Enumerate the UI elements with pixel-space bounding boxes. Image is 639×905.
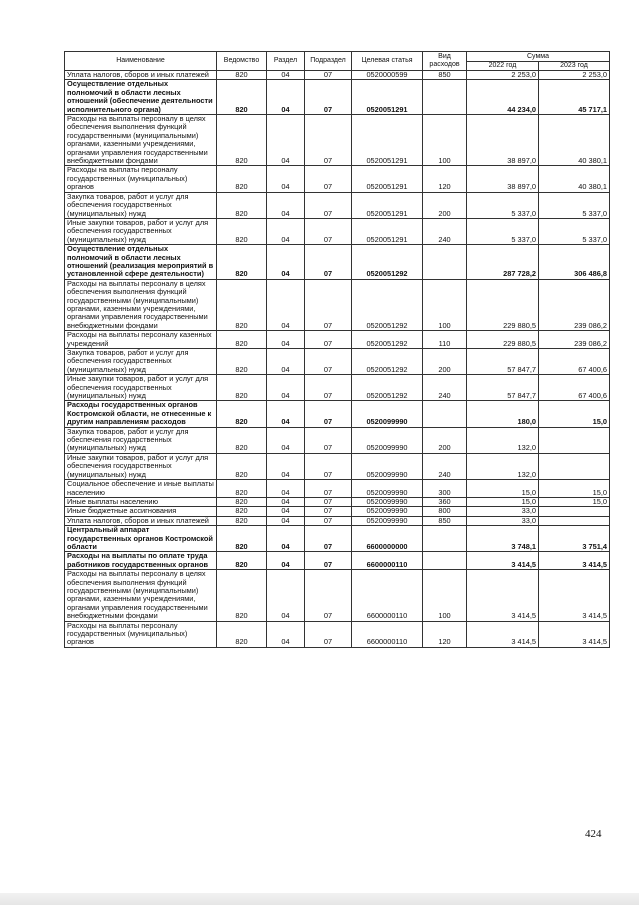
cell-name: Расходы государственных органов Костромской области, не отнесенные к другим направлениям расходов xyxy=(65,401,217,427)
cell-expense-type: 850 xyxy=(423,516,467,525)
cell-sum-2023: 67 400,6 xyxy=(539,349,610,375)
cell-sum-2023: 15,0 xyxy=(539,480,610,498)
table-row xyxy=(65,375,610,401)
cell-section: 04 xyxy=(267,516,305,525)
cell-sum-2023: 40 380,1 xyxy=(539,166,610,192)
cell-dept: 820 xyxy=(217,480,267,498)
cell-name: Центральный аппарат государственных органов Костромской области xyxy=(65,526,217,552)
cell-dept: 820 xyxy=(217,192,267,218)
cell-target: 0520099990 xyxy=(352,401,423,427)
cell-sum-2023 xyxy=(539,516,610,525)
cell-target: 6600000110 xyxy=(352,552,423,570)
cell-expense-type xyxy=(423,526,467,552)
cell-expense-type: 100 xyxy=(423,279,467,330)
table-row xyxy=(65,331,610,349)
cell-target: 0520099990 xyxy=(352,427,423,453)
cell-section: 04 xyxy=(267,192,305,218)
table-row xyxy=(65,245,610,280)
cell-target: 0520051292 xyxy=(352,279,423,330)
cell-subsection: 07 xyxy=(305,453,352,479)
cell-dept: 820 xyxy=(217,115,267,166)
cell-target: 0520051291 xyxy=(352,166,423,192)
cell-sum-2023: 5 337,0 xyxy=(539,192,610,218)
cell-dept: 820 xyxy=(217,427,267,453)
cell-dept: 820 xyxy=(217,349,267,375)
cell-target: 0520051291 xyxy=(352,218,423,244)
cell-section: 04 xyxy=(267,166,305,192)
cell-subsection: 07 xyxy=(305,497,352,506)
cell-sum-2023: 5 337,0 xyxy=(539,218,610,244)
cell-sum-2023: 2 253,0 xyxy=(539,71,610,80)
cell-target: 0520000599 xyxy=(352,71,423,80)
cell-expense-type: 360 xyxy=(423,497,467,506)
cell-subsection: 07 xyxy=(305,507,352,516)
header-target: Целевая статья xyxy=(352,52,423,71)
table-row xyxy=(65,115,610,166)
cell-subsection: 07 xyxy=(305,349,352,375)
cell-sum-2022: 229 880,5 xyxy=(467,279,539,330)
table-row xyxy=(65,401,610,427)
cell-sum-2023: 306 486,8 xyxy=(539,245,610,280)
cell-dept: 820 xyxy=(217,453,267,479)
cell-expense-type: 200 xyxy=(423,349,467,375)
cell-subsection: 07 xyxy=(305,279,352,330)
cell-sum-2023 xyxy=(539,507,610,516)
cell-name: Расходы на выплаты персоналу в целях обеспечения выполнения функций государственными (муниципальными) органами, казенными учреждениями, органами управления государственными внебюджетными фондами xyxy=(65,570,217,621)
cell-section: 04 xyxy=(267,480,305,498)
cell-target: 0520099990 xyxy=(352,516,423,525)
header-sum: Сумма xyxy=(467,52,610,62)
cell-dept: 820 xyxy=(217,331,267,349)
cell-subsection: 07 xyxy=(305,621,352,647)
cell-name: Осуществление отдельных полномочий в области лесных отношений (реализация мероприятий в установленной сфере деятельности) xyxy=(65,245,217,280)
cell-section: 04 xyxy=(267,570,305,621)
table-row xyxy=(65,218,610,244)
cell-dept: 820 xyxy=(217,516,267,525)
header-section: Раздел xyxy=(267,52,305,71)
cell-target: 0520051292 xyxy=(352,375,423,401)
cell-dept: 820 xyxy=(217,497,267,506)
cell-expense-type: 200 xyxy=(423,192,467,218)
cell-dept: 820 xyxy=(217,570,267,621)
cell-section: 04 xyxy=(267,80,305,115)
cell-sum-2023: 15,0 xyxy=(539,401,610,427)
cell-sum-2022: 3 414,5 xyxy=(467,552,539,570)
cell-sum-2023: 3 414,5 xyxy=(539,552,610,570)
table-row xyxy=(65,480,610,498)
cell-target: 6600000000 xyxy=(352,526,423,552)
cell-sum-2022: 3 748,1 xyxy=(467,526,539,552)
cell-target: 0520051291 xyxy=(352,115,423,166)
cell-sum-2023: 239 086,2 xyxy=(539,331,610,349)
cell-subsection: 07 xyxy=(305,71,352,80)
cell-section: 04 xyxy=(267,453,305,479)
cell-sum-2022: 15,0 xyxy=(467,480,539,498)
cell-name: Закупка товаров, работ и услуг для обеспечения государственных (муниципальных) нужд xyxy=(65,349,217,375)
cell-section: 04 xyxy=(267,526,305,552)
cell-sum-2023: 40 380,1 xyxy=(539,115,610,166)
cell-subsection: 07 xyxy=(305,516,352,525)
cell-expense-type: 850 xyxy=(423,71,467,80)
table-row xyxy=(65,71,610,80)
cell-sum-2022: 229 880,5 xyxy=(467,331,539,349)
table-row xyxy=(65,427,610,453)
table-row xyxy=(65,570,610,621)
table-row xyxy=(65,507,610,516)
cell-subsection: 07 xyxy=(305,80,352,115)
cell-section: 04 xyxy=(267,552,305,570)
cell-target: 0520099990 xyxy=(352,480,423,498)
cell-section: 04 xyxy=(267,245,305,280)
cell-dept: 820 xyxy=(217,526,267,552)
cell-section: 04 xyxy=(267,621,305,647)
cell-name: Расходы на выплаты персоналу казенных учреждений xyxy=(65,331,217,349)
cell-section: 04 xyxy=(267,427,305,453)
cell-target: 0520051292 xyxy=(352,331,423,349)
budget-table xyxy=(64,51,610,648)
cell-expense-type: 100 xyxy=(423,115,467,166)
cell-target: 0520051291 xyxy=(352,80,423,115)
header-year-2022: 2022 год xyxy=(467,62,539,71)
cell-subsection: 07 xyxy=(305,552,352,570)
cell-section: 04 xyxy=(267,507,305,516)
table-row xyxy=(65,192,610,218)
scan-bottom-edge xyxy=(0,893,639,905)
cell-sum-2022: 3 414,5 xyxy=(467,570,539,621)
cell-name: Иные закупки товаров, работ и услуг для обеспечения государственных (муниципальных) нужд xyxy=(65,218,217,244)
cell-name: Расходы на выплаты персоналу в целях обеспечения выполнения функций государственными (муниципальными) органами, казенными учреждениями, органами управления государственными внебюджетными фондами xyxy=(65,115,217,166)
cell-sum-2022: 33,0 xyxy=(467,516,539,525)
table-row xyxy=(65,453,610,479)
cell-name: Уплата налогов, сборов и иных платежей xyxy=(65,516,217,525)
cell-dept: 820 xyxy=(217,166,267,192)
cell-expense-type: 240 xyxy=(423,218,467,244)
cell-section: 04 xyxy=(267,218,305,244)
cell-sum-2022: 57 847,7 xyxy=(467,375,539,401)
cell-subsection: 07 xyxy=(305,570,352,621)
cell-sum-2022: 38 897,0 xyxy=(467,166,539,192)
cell-target: 6600000110 xyxy=(352,570,423,621)
cell-subsection: 07 xyxy=(305,427,352,453)
cell-sum-2023: 3 414,5 xyxy=(539,621,610,647)
cell-section: 04 xyxy=(267,115,305,166)
cell-section: 04 xyxy=(267,375,305,401)
cell-sum-2023: 45 717,1 xyxy=(539,80,610,115)
cell-name: Расходы на выплаты персоналу государственных (муниципальных) органов xyxy=(65,621,217,647)
cell-section: 04 xyxy=(267,497,305,506)
cell-sum-2023: 3 751,4 xyxy=(539,526,610,552)
cell-section: 04 xyxy=(267,349,305,375)
cell-target: 0520099990 xyxy=(352,507,423,516)
page-number: 424 xyxy=(585,828,602,840)
table-row xyxy=(65,166,610,192)
cell-sum-2023: 3 414,5 xyxy=(539,570,610,621)
cell-name: Расходы на выплаты по оплате труда работников государственных органов xyxy=(65,552,217,570)
cell-dept: 820 xyxy=(217,552,267,570)
cell-subsection: 07 xyxy=(305,331,352,349)
cell-section: 04 xyxy=(267,401,305,427)
cell-sum-2022: 2 253,0 xyxy=(467,71,539,80)
cell-sum-2022: 5 337,0 xyxy=(467,218,539,244)
cell-expense-type xyxy=(423,245,467,280)
cell-subsection: 07 xyxy=(305,218,352,244)
cell-section: 04 xyxy=(267,279,305,330)
cell-section: 04 xyxy=(267,71,305,80)
cell-name: Иные бюджетные ассигнования xyxy=(65,507,217,516)
cell-expense-type: 300 xyxy=(423,480,467,498)
cell-name: Расходы на выплаты персоналу в целях обеспечения выполнения функций государственными (муниципальными) органами, казенными учреждениями, органами управления государственными внебюджетными фондами xyxy=(65,279,217,330)
header-expense-type: Вид расходов xyxy=(423,52,467,71)
cell-dept: 820 xyxy=(217,621,267,647)
cell-subsection: 07 xyxy=(305,245,352,280)
cell-dept: 820 xyxy=(217,507,267,516)
cell-subsection: 07 xyxy=(305,115,352,166)
cell-sum-2023: 15,0 xyxy=(539,497,610,506)
cell-name: Уплата налогов, сборов и иных платежей xyxy=(65,71,217,80)
cell-sum-2023 xyxy=(539,427,610,453)
cell-target: 0520051291 xyxy=(352,192,423,218)
cell-dept: 820 xyxy=(217,71,267,80)
cell-sum-2022: 15,0 xyxy=(467,497,539,506)
cell-target: 0520051292 xyxy=(352,245,423,280)
cell-name: Социальное обеспечение и иные выплаты населению xyxy=(65,480,217,498)
cell-sum-2022: 180,0 xyxy=(467,401,539,427)
cell-sum-2022: 132,0 xyxy=(467,453,539,479)
cell-dept: 820 xyxy=(217,401,267,427)
cell-name: Закупка товаров, работ и услуг для обеспечения государственных (муниципальных) нужд xyxy=(65,427,217,453)
cell-section: 04 xyxy=(267,331,305,349)
cell-sum-2022: 287 728,2 xyxy=(467,245,539,280)
cell-subsection: 07 xyxy=(305,166,352,192)
cell-expense-type: 120 xyxy=(423,166,467,192)
cell-sum-2023: 239 086,2 xyxy=(539,279,610,330)
header-dept: Ведомство xyxy=(217,52,267,71)
cell-name: Осуществление отдельных полномочий в области лесных отношений (обеспечение деятельности исполнительного органа) xyxy=(65,80,217,115)
cell-name: Иные выплаты населению xyxy=(65,497,217,506)
cell-subsection: 07 xyxy=(305,526,352,552)
cell-expense-type: 800 xyxy=(423,507,467,516)
cell-target: 6600000110 xyxy=(352,621,423,647)
table-row xyxy=(65,349,610,375)
cell-expense-type: 240 xyxy=(423,375,467,401)
cell-sum-2023 xyxy=(539,453,610,479)
table-body xyxy=(65,71,610,648)
cell-sum-2022: 33,0 xyxy=(467,507,539,516)
header-year-2023: 2023 год xyxy=(539,62,610,71)
cell-name: Иные закупки товаров, работ и услуг для обеспечения государственных (муниципальных) нужд xyxy=(65,453,217,479)
cell-name: Закупка товаров, работ и услуг для обеспечения государственных (муниципальных) нужд xyxy=(65,192,217,218)
cell-dept: 820 xyxy=(217,245,267,280)
cell-expense-type: 200 xyxy=(423,427,467,453)
cell-sum-2023: 67 400,6 xyxy=(539,375,610,401)
cell-sum-2022: 5 337,0 xyxy=(467,192,539,218)
cell-expense-type: 100 xyxy=(423,570,467,621)
cell-subsection: 07 xyxy=(305,375,352,401)
cell-sum-2022: 57 847,7 xyxy=(467,349,539,375)
header-name: Наименование xyxy=(65,52,217,71)
cell-name: Иные закупки товаров, работ и услуг для обеспечения государственных (муниципальных) нужд xyxy=(65,375,217,401)
cell-target: 0520099990 xyxy=(352,453,423,479)
cell-expense-type: 110 xyxy=(423,331,467,349)
cell-sum-2022: 44 234,0 xyxy=(467,80,539,115)
cell-dept: 820 xyxy=(217,375,267,401)
table-row xyxy=(65,526,610,552)
cell-target: 0520099990 xyxy=(352,497,423,506)
cell-subsection: 07 xyxy=(305,401,352,427)
cell-expense-type xyxy=(423,552,467,570)
table-row xyxy=(65,621,610,647)
header-subsection: Подраздел xyxy=(305,52,352,71)
cell-sum-2022: 3 414,5 xyxy=(467,621,539,647)
table-row xyxy=(65,552,610,570)
cell-sum-2022: 132,0 xyxy=(467,427,539,453)
cell-name: Расходы на выплаты персоналу государственных (муниципальных) органов xyxy=(65,166,217,192)
table-row xyxy=(65,279,610,330)
cell-subsection: 07 xyxy=(305,480,352,498)
cell-expense-type xyxy=(423,401,467,427)
table-row xyxy=(65,497,610,506)
cell-target: 0520051292 xyxy=(352,349,423,375)
cell-dept: 820 xyxy=(217,218,267,244)
cell-dept: 820 xyxy=(217,279,267,330)
cell-expense-type: 240 xyxy=(423,453,467,479)
cell-subsection: 07 xyxy=(305,192,352,218)
table-row xyxy=(65,516,610,525)
cell-expense-type xyxy=(423,80,467,115)
cell-expense-type: 120 xyxy=(423,621,467,647)
table-row xyxy=(65,80,610,115)
cell-dept: 820 xyxy=(217,80,267,115)
cell-sum-2022: 38 897,0 xyxy=(467,115,539,166)
